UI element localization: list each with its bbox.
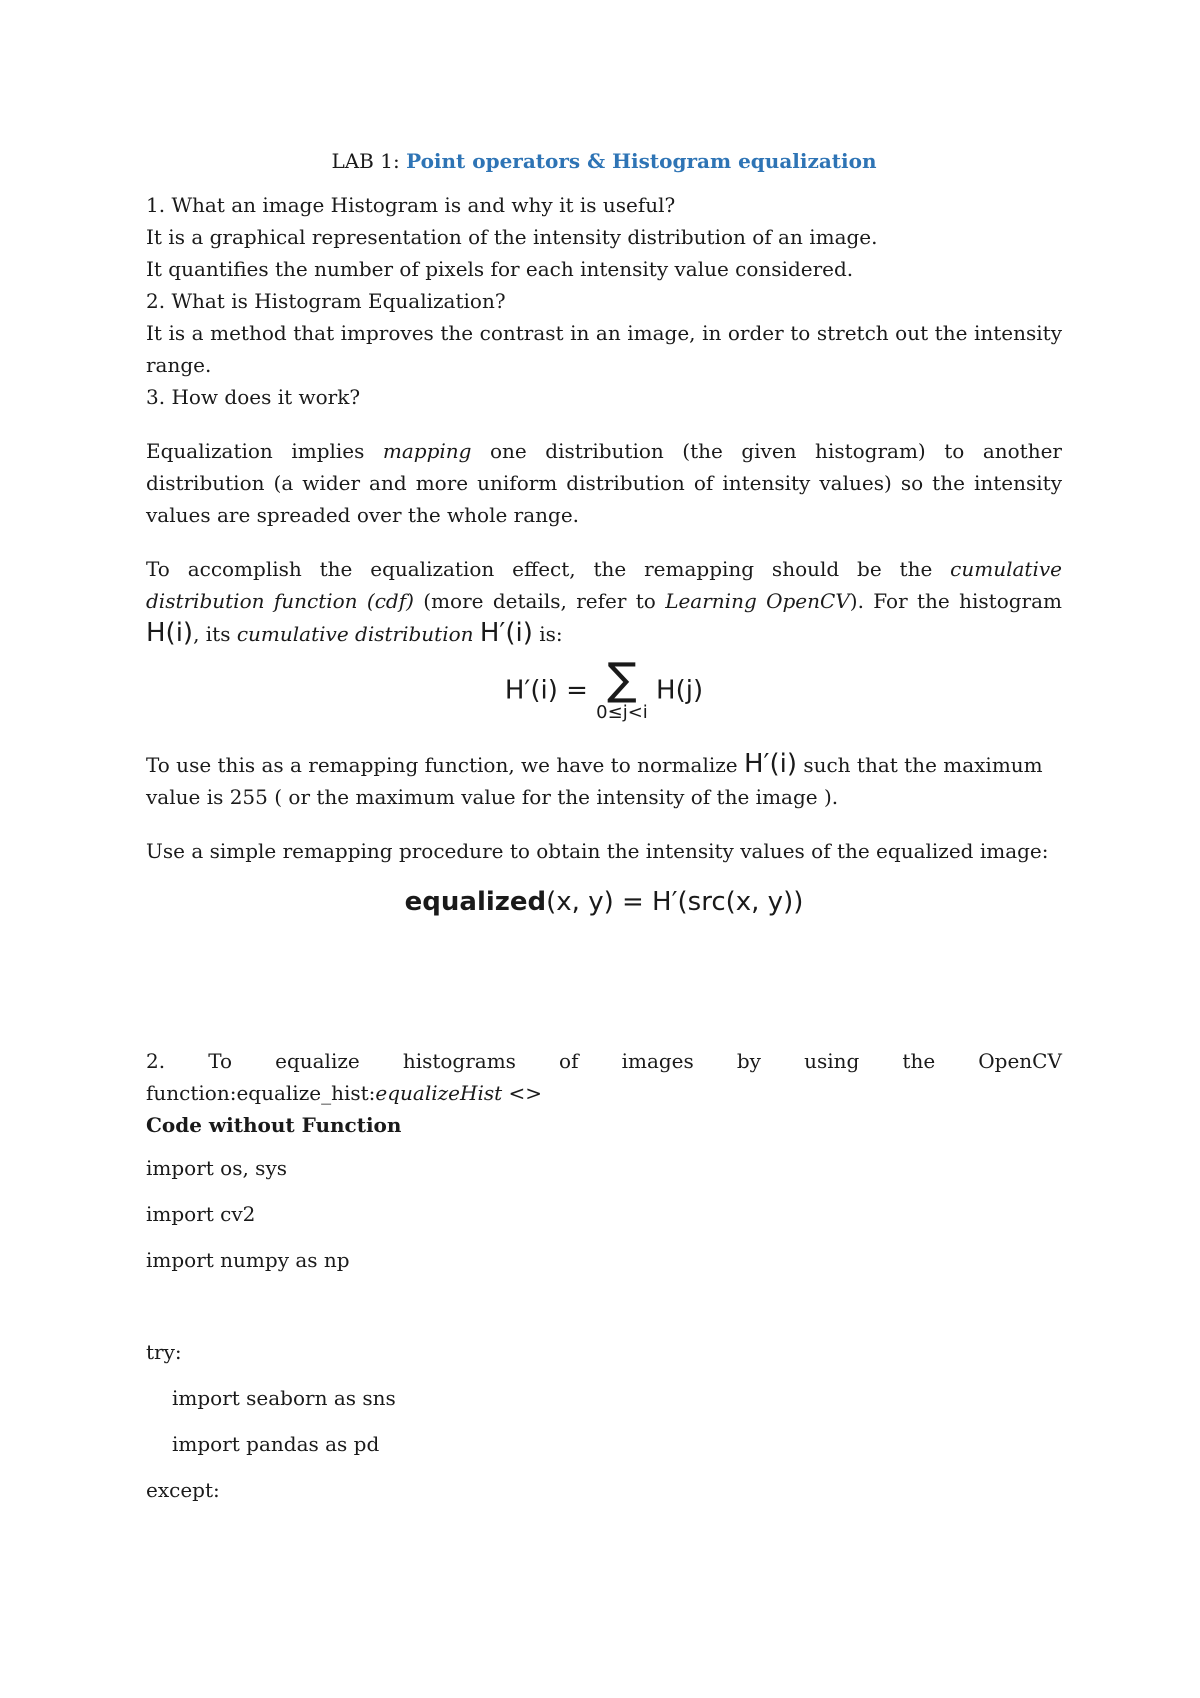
sigma-symbol: ∑ bbox=[607, 654, 637, 705]
code-line: except: bbox=[146, 1478, 220, 1502]
em-mapping: mapping bbox=[382, 439, 472, 463]
page-title bbox=[146, 145, 1062, 177]
em-cumulative-distribution: cumulative distribution bbox=[236, 622, 474, 646]
question-2: 2. What is Histogram Equalization? bbox=[146, 289, 506, 313]
code-line: import os, sys bbox=[146, 1156, 288, 1180]
question-3: 3. How does it work? bbox=[146, 385, 361, 409]
code-line: import numpy as np bbox=[146, 1248, 350, 1272]
formula-rhs: H(j) bbox=[656, 675, 704, 706]
code-line: import pandas as pd bbox=[172, 1432, 380, 1456]
code-heading: Code without Function bbox=[146, 1113, 402, 1137]
paragraph-normalize: To use this as a remapping function, we have to normalize H′(i) such that the maximum value is 255 ( or the maximum value for the intensity of the image ). bbox=[146, 749, 1043, 809]
symbol-h-prime-i: H′(i) bbox=[479, 618, 533, 648]
question-1: 1. What an image Histogram is and why it is useful? bbox=[146, 193, 676, 217]
summation-range: 0≤j<i bbox=[596, 702, 648, 723]
answer-1-line-2: It quantifies the number of pixels for each intensity value considered. bbox=[146, 257, 854, 281]
symbol-h-i: H(i) bbox=[146, 618, 194, 648]
em-cdf: cumulative distribution function (cdf) bbox=[146, 557, 1062, 613]
symbol-h-prime-i-2: H′(i) bbox=[744, 749, 797, 779]
code-line: try: bbox=[146, 1340, 182, 1364]
section-2-line-2: function:equalize_hist:equalizeHist <> bbox=[146, 1081, 543, 1105]
paragraph-cdf: To accomplish the equalization effect, the remapping should be the cumulative distribution function (cdf) (more details, refer to Learning OpenCV). For the histogram H(i), its cumulative distribution H′(i) is: bbox=[146, 557, 1062, 648]
paragraph-remapping: Use a simple remapping procedure to obtain the intensity values of the equalized image: bbox=[146, 839, 1049, 863]
code-line: import seaborn as sns bbox=[172, 1386, 396, 1410]
formula-fn: equalized bbox=[404, 887, 547, 917]
answer-2: It is a method that improves the contrast in an image, in order to stretch out the intensity range. bbox=[146, 321, 1062, 377]
formula-lhs: H′(i) = bbox=[504, 675, 597, 706]
section-2-line-1: 2. To equalize histograms of images by using the OpenCV bbox=[146, 1049, 1062, 1073]
code-block bbox=[146, 1145, 1062, 1513]
em-equalizehist: equalizeHist bbox=[375, 1081, 503, 1105]
formula-equalized bbox=[146, 885, 1062, 919]
title-prefix: LAB 1: bbox=[331, 149, 407, 173]
document-body bbox=[146, 145, 1062, 1513]
em-learning-opencv: Learning OpenCV bbox=[665, 589, 850, 613]
title-accent: Point operators & Histogram equalization bbox=[406, 149, 877, 173]
answer-1-line-1: It is a graphical representation of the intensity distribution of an image. bbox=[146, 225, 878, 249]
code-line: import cv2 bbox=[146, 1202, 256, 1226]
formula-cumulative bbox=[146, 654, 1062, 724]
paragraph-mapping: Equalization implies mapping one distribution (the given histogram) to another distribution (a wider and more uniform distribution of intensity values) so the intensity values are spreaded over the whole range. bbox=[146, 439, 1062, 527]
formula-rest: (x, y) = H′(src(x, y)) bbox=[546, 887, 804, 917]
summation bbox=[596, 654, 648, 724]
